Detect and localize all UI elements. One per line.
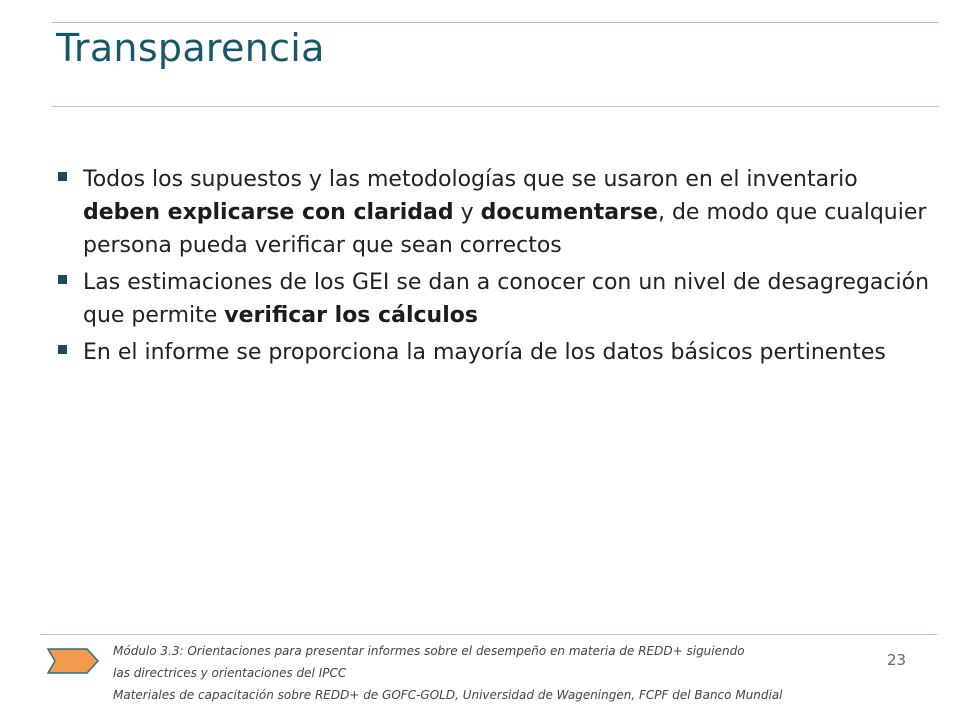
bullet-item — [58, 163, 938, 262]
bullet-emphasis: deben explicarse con claridad — [83, 200, 454, 225]
bullet-text — [83, 167, 926, 258]
footer-line: las directrices y orientaciones del IPCC — [113, 666, 347, 680]
bullet-emphasis: documentarse — [480, 200, 658, 225]
chevron-arrow-icon — [47, 648, 99, 674]
bullet-item — [58, 336, 938, 369]
bullet-segment: En el informe se proporciona la mayoría de los datos básicos pertinentes — [83, 340, 886, 365]
square-bullet-icon — [58, 172, 67, 181]
footer-divider — [40, 634, 937, 635]
square-bullet-icon — [58, 275, 67, 284]
square-bullet-icon — [58, 345, 67, 354]
bullet-segment: Todos los supuestos y las metodologías que se usaron en el inventario — [83, 167, 858, 192]
bullet-list — [58, 163, 938, 373]
footer-line: Materiales de capacitación sobre REDD+ de GOFC-GOLD, Universidad de Wageningen, FCPF del Banco Mundial — [113, 688, 783, 702]
top-divider — [52, 22, 939, 23]
bullet-item — [58, 266, 938, 332]
bullet-text — [83, 340, 886, 365]
bullet-text — [83, 270, 929, 328]
footer-credits — [113, 640, 893, 706]
bullet-segment: , de modo que cualquier persona pueda verificar que sean correctos — [83, 200, 927, 258]
bullet-emphasis: verificar los cálculos — [224, 303, 478, 328]
bullet-segment: y — [453, 200, 481, 225]
footer-line: Módulo 3.3: Orientaciones para presentar informes sobre el desempeño en materia de REDD+ siguiendo — [113, 644, 745, 658]
slide-title: Transparencia — [56, 26, 325, 70]
page-number: 23 — [887, 651, 907, 669]
bullet-segment: Las estimaciones de los GEI se dan a conocer con un nivel de desagregación que permite — [83, 270, 930, 328]
title-divider — [52, 106, 939, 107]
